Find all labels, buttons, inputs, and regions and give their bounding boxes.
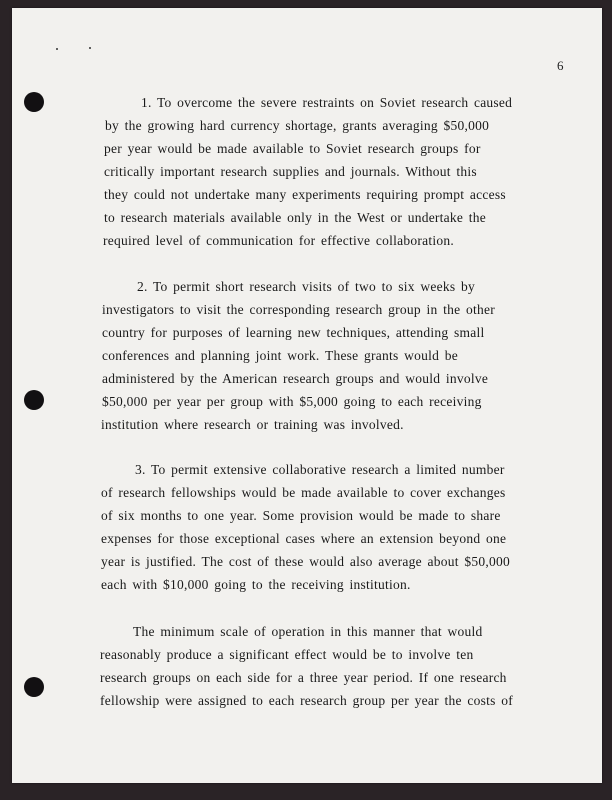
speck: [56, 48, 58, 50]
punch-hole: [24, 390, 44, 410]
text-line: 1. To overcome the severe restraints on Soviet research caused: [141, 95, 513, 110]
text-line: investigators to visit the corresponding research group in the other: [102, 302, 496, 317]
text-line: The minimum scale of operation in this manner that would: [133, 624, 483, 639]
text-line: country for purposes of learning new techniques, attending small: [102, 325, 485, 340]
text-line: fellowship were assigned to each research group per year the costs of: [100, 693, 513, 708]
text-line: per year would be made available to Soviet research groups for: [104, 141, 481, 156]
punch-hole: [24, 677, 44, 697]
text-line: required level of communication for effective collaboration.: [103, 233, 454, 248]
text-line: $50,000 per year per group with $5,000 going to each receiving: [102, 394, 482, 409]
speck: [89, 47, 91, 49]
text-line: expenses for those exceptional cases where an extension beyond one: [101, 531, 507, 546]
text-line: year is justified. The cost of these would also average about $50,000: [101, 554, 511, 569]
text-line: of six months to one year. Some provision would be made to share: [101, 508, 501, 523]
text-line: research groups on each side for a three year period. If one research: [100, 670, 507, 685]
text-line: conferences and planning joint work. These grants would be: [102, 348, 459, 363]
text-line: reasonably produce a significant effect would be to involve ten: [100, 647, 474, 662]
text-line: of research fellowships would be made available to cover exchanges: [101, 485, 506, 500]
punch-hole: [24, 92, 44, 112]
text-line: administered by the American research groups and would involve: [102, 371, 489, 386]
text-line: they could not undertake many experiments requiring prompt access: [104, 187, 506, 202]
text-line: critically important research supplies and journals. Without this: [104, 164, 477, 179]
text-line: each with $10,000 going to the receiving institution.: [101, 577, 411, 592]
text-line: to research materials available only in the West or undertake the: [104, 210, 487, 225]
text-line: 3. To permit extensive collaborative research a limited number: [135, 462, 505, 477]
text-line: institution where research or training was involved.: [101, 417, 404, 432]
page-number: 6: [557, 58, 564, 73]
text-line: 2. To permit short research visits of two to six weeks by: [137, 279, 476, 294]
text-line: by the growing hard currency shortage, grants averaging $50,000: [105, 118, 490, 133]
